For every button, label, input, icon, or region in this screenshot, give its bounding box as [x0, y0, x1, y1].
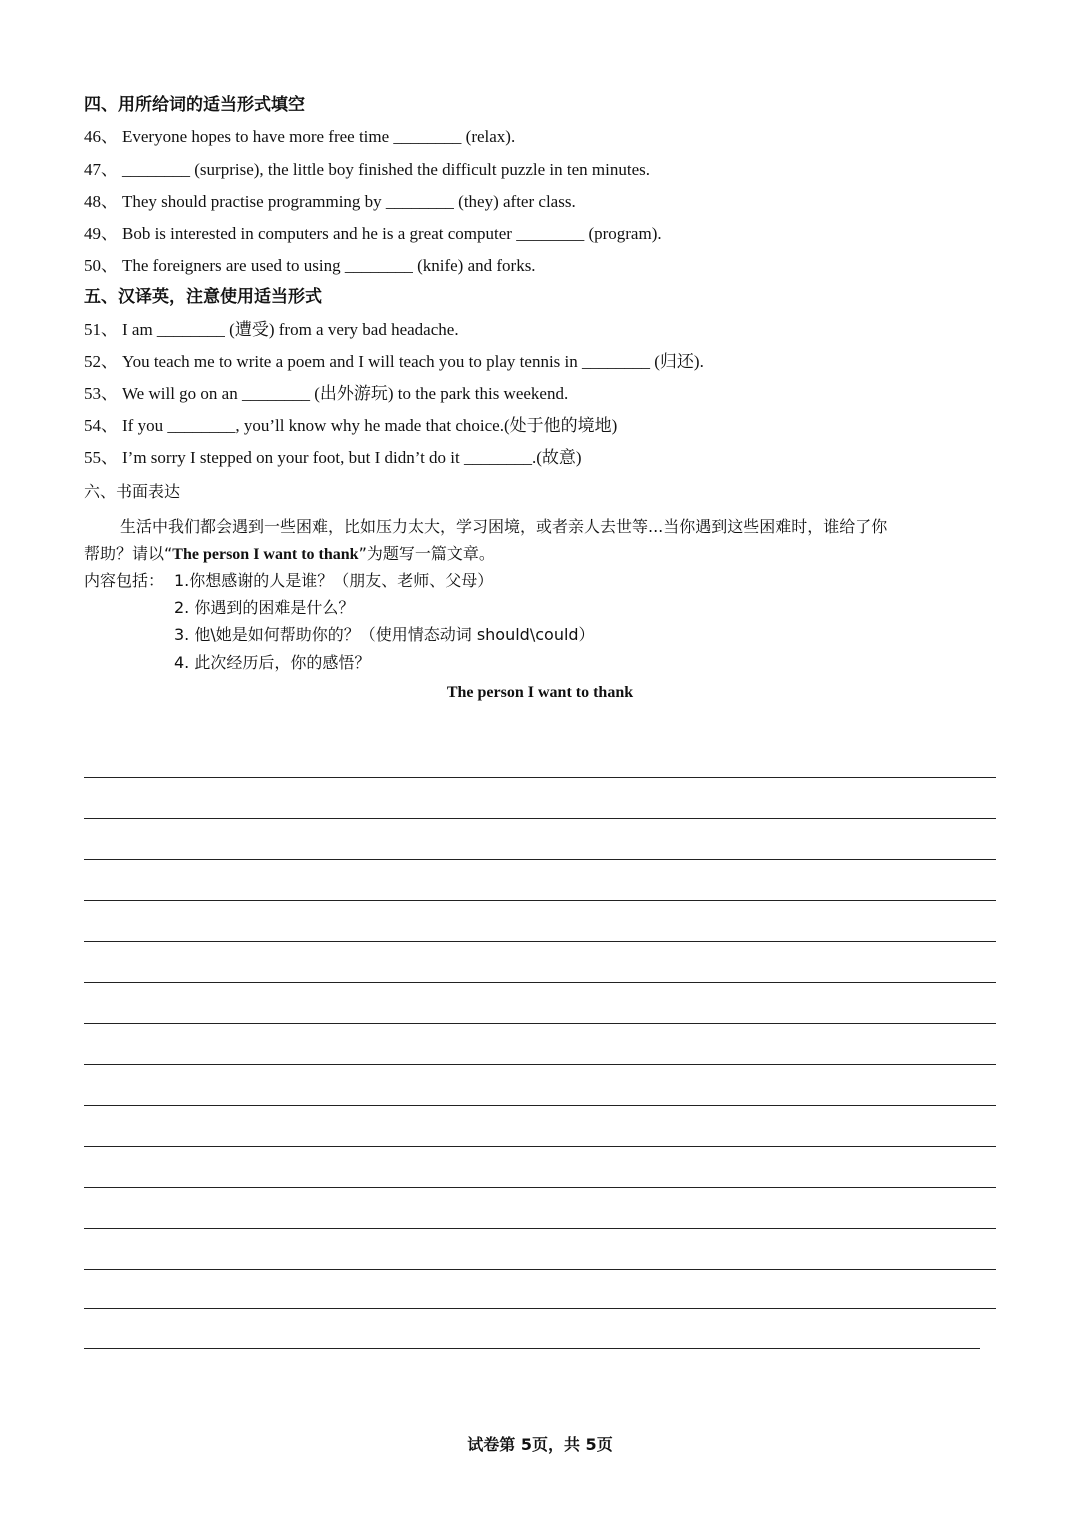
content-point-1: 1.你想感谢的人是谁？（朋友、老师、父母）: [174, 571, 494, 590]
question-text: I’m sorry I stepped on your foot, but I didn’t do it ________.(故意): [122, 448, 582, 467]
question-55: [84, 443, 582, 468]
writing-line[interactable]: [84, 1146, 996, 1147]
question-text: The foreigners are used to using ________ (knife) and forks.: [122, 256, 536, 275]
content-point-2: 2. 你遇到的困难是什么？: [174, 598, 355, 617]
question-46: [84, 122, 515, 147]
writing-line[interactable]: [84, 1228, 996, 1229]
section-4-title: 四、用所给词的适当形式填空: [84, 95, 305, 115]
question-48: [84, 187, 576, 212]
question-number: 53、: [84, 384, 118, 403]
question-number: 48、: [84, 192, 118, 211]
question-53: [84, 379, 568, 404]
question-51: [84, 315, 459, 340]
question-number: 47、: [84, 160, 118, 179]
question-text: You teach me to write a poem and I will teach you to play tennis in ________ (归还).: [122, 352, 704, 371]
question-47: [84, 155, 650, 180]
writing-line[interactable]: [84, 1187, 996, 1188]
essay-intro-line-1: 生活中我们都会遇到一些困难，比如压力太大，学习困境，或者亲人去世等...当你遇到这些困难时，谁给了你: [120, 517, 888, 536]
writing-line[interactable]: [84, 941, 996, 942]
question-49: [84, 219, 662, 244]
writing-line[interactable]: [84, 777, 996, 778]
writing-line[interactable]: [84, 900, 996, 901]
intro-bold-title: The person I want to thank: [172, 546, 359, 563]
content-point-4: 4. 此次经历后，你的感悟？: [174, 653, 371, 672]
question-number: 50、: [84, 256, 118, 275]
writing-line[interactable]: [84, 982, 996, 983]
writing-line[interactable]: [84, 1269, 996, 1270]
question-text: We will go on an ________ (出外游玩) to the park this weekend.: [122, 384, 569, 403]
intro-suffix: ”为题写一篇文章。: [358, 544, 495, 563]
question-54: [84, 411, 617, 436]
page-footer: 试卷第 5页，共 5页: [467, 1435, 613, 1454]
writing-line[interactable]: [84, 1105, 996, 1106]
question-text: ________ (surprise), the little boy finished the difficult puzzle in ten minutes.: [122, 160, 650, 179]
question-number: 51、: [84, 320, 118, 339]
question-text: I am ________ (遭受) from a very bad headache.: [122, 320, 459, 339]
content-label: 内容包括：: [84, 571, 165, 590]
question-text: Bob is interested in computers and he is a great computer ________ (program).: [122, 224, 662, 243]
question-50: [84, 251, 536, 276]
intro-prefix: 帮助？请以“: [84, 544, 173, 563]
question-number: 46、: [84, 127, 118, 146]
writing-line[interactable]: [84, 1348, 980, 1349]
question-number: 54、: [84, 416, 118, 435]
essay-intro-line-2: [84, 541, 495, 564]
question-number: 52、: [84, 352, 118, 371]
section-6-title: 六、书面表达: [84, 482, 181, 501]
section-5-title: 五、汉译英，注意使用适当形式: [84, 287, 322, 307]
question-text: They should practise programming by ________ (they) after class.: [122, 192, 576, 211]
question-number: 55、: [84, 448, 118, 467]
content-point-3: 3. 他\她是如何帮助你的？（使用情态动词 should\could）: [174, 625, 595, 644]
essay-title: The person I want to thank: [446, 684, 634, 701]
question-number: 49、: [84, 224, 118, 243]
question-text: If you ________, you’ll know why he made that choice.(处于他的境地): [122, 416, 618, 435]
writing-line[interactable]: [84, 1308, 996, 1309]
question-52: [84, 347, 704, 372]
writing-line[interactable]: [84, 1023, 996, 1024]
question-text: Everyone hopes to have more free time ________ (relax).: [122, 127, 516, 146]
writing-line[interactable]: [84, 818, 996, 819]
writing-line[interactable]: [84, 1064, 996, 1065]
writing-line[interactable]: [84, 859, 996, 860]
